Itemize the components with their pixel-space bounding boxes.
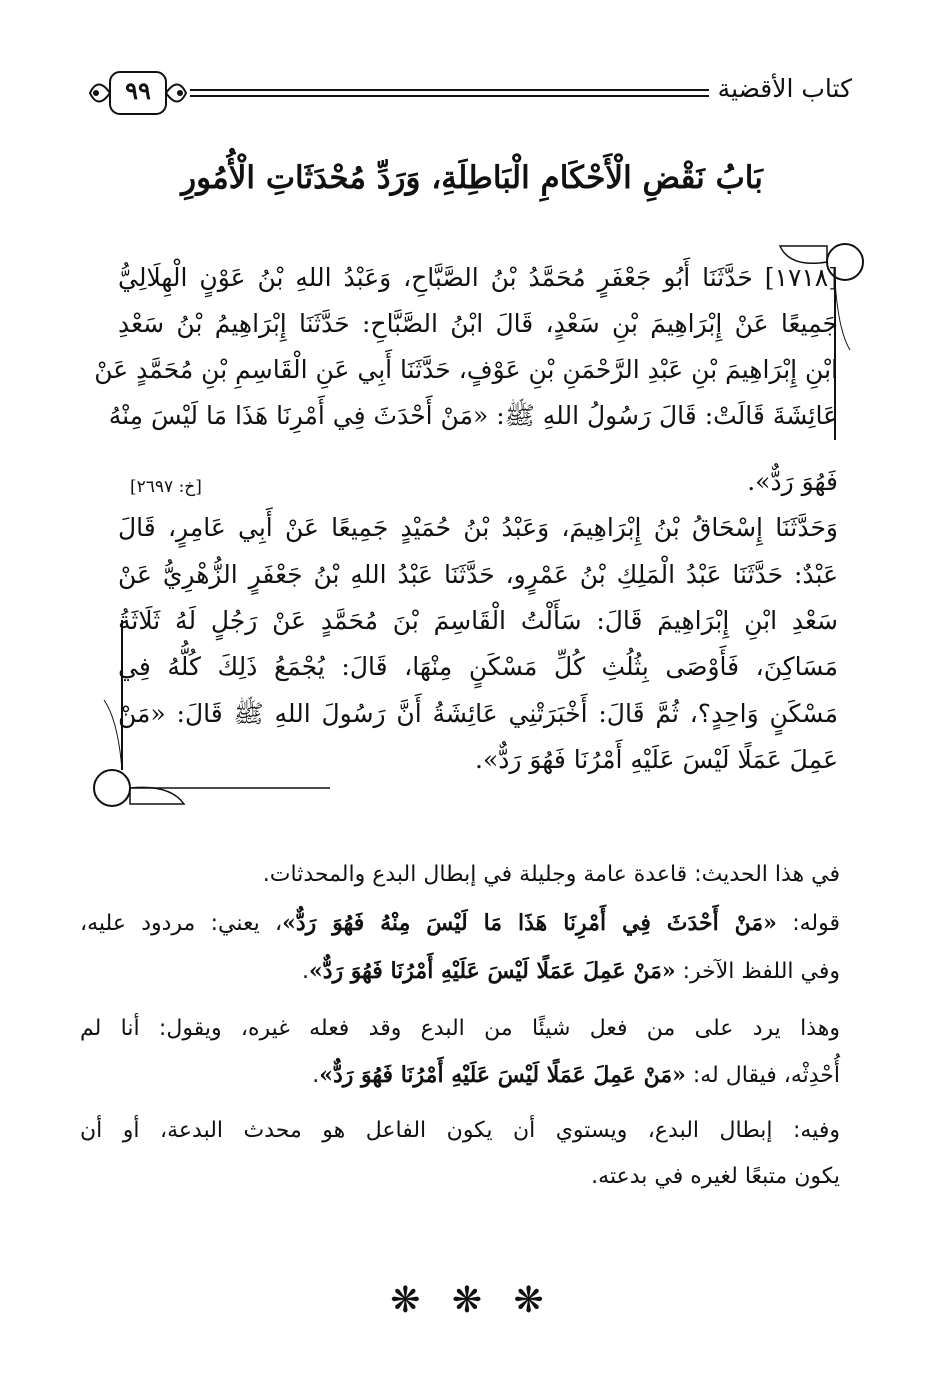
hadith-line: سَعْدِ ابْنِ إِبْرَاهِيمَ قَالَ: سَأَلْتُ الْقَاسِمَ بْنَ مُحَمَّدٍ عَنْ رَجُلٍ لَهُ ثَلَاثَةُ bbox=[118, 606, 838, 635]
hadith-line: [١٧١٨] حَدَّثَنَا أَبُو جَعْفَرٍ مُحَمَّدُ بْنُ الصَّبَّاحِ، وَعَبْدُ اللهِ بْنُ عَوْنٍ الْهِلَالِيُّ bbox=[118, 263, 838, 292]
hadith-line: وَحَدَّثَنَا إِسْحَاقُ بْنُ إِبْرَاهِيمَ، وَعَبْدُ بْنُ حُمَيْدٍ جَمِيعًا عَنْ أَبِي عَامِرٍ، قَالَ bbox=[118, 513, 838, 542]
hadith-reference: [خ: ٢٦٩٧] bbox=[130, 477, 202, 497]
commentary-line bbox=[80, 1060, 840, 1091]
commentary-line: يكون متبعًا لغيره في بدعته. bbox=[591, 1164, 840, 1189]
commentary-text: أُحْدِثْه، فيقال له: bbox=[685, 1063, 840, 1088]
hadith-line: فَهُوَ رَدٌّ». bbox=[747, 467, 838, 496]
commentary-line: وفيه: إبطال البدع، ويستوي أن يكون الفاعل هو محدث البدعة، أو أن bbox=[80, 1118, 840, 1143]
commentary-line: في هذا الحديث: قاعدة عامة وجليلة في إبطال البدع والمحدثات. bbox=[262, 862, 840, 887]
commentary-text: وفي اللفظ الآخر: bbox=[675, 959, 840, 984]
commentary-text: ، يعني: مردود عليه، bbox=[80, 911, 283, 936]
commentary-text: . bbox=[312, 1063, 320, 1088]
hadith-quote: «مَنْ أَحْدَثَ فِي أَمْرِنَا هَذَا مَا لَيْسَ مِنْهُ فَهُوَ رَدٌّ» bbox=[282, 910, 777, 936]
commentary-line: وهذا يرد على من فعل شيئًا من البدع وقد فعله غيره، ويقول: أنا لم bbox=[80, 1016, 840, 1041]
header-divider bbox=[190, 89, 709, 91]
commentary-line bbox=[80, 956, 840, 987]
hadith-line: ابْنِ إِبْرَاهِيمَ بْنِ عَبْدِ الرَّحْمَنِ بْنِ عَوْفٍ، حَدَّثَنَا أَبِي عَنِ الْقَاسِمِ بْنِ مُحَمَّدٍ عَنْ bbox=[94, 355, 838, 384]
commentary-line bbox=[80, 908, 840, 939]
hadith-line: مَسَاكِنَ، فَأَوْصَى بِثُلُثِ كُلِّ مَسْكَنٍ مِنْهَا، قَالَ: يُجْمَعُ ذَلِكَ كُلُّهُ فِي bbox=[118, 652, 838, 681]
hadith-line: مَسْكَنٍ وَاحِدٍ؟، ثُمَّ قَالَ: أَخْبَرَتْنِي عَائِشَةُ أَنَّ رَسُولَ اللهِ ﷺ قَالَ: «مَنْ bbox=[118, 699, 838, 728]
commentary-text: . bbox=[301, 959, 309, 984]
hadith-quote: «مَنْ عَمِلَ عَمَلًا لَيْسَ عَلَيْهِ أَمْرُنَا فَهُوَ رَدٌّ» bbox=[319, 1062, 686, 1088]
hadith-quote: «مَنْ عَمِلَ عَمَلًا لَيْسَ عَلَيْهِ أَمْرُنَا فَهُوَ رَدٌّ» bbox=[308, 958, 676, 984]
hadith-line: عَمِلَ عَمَلًا لَيْسَ عَلَيْهِ أَمْرُنَا فَهُوَ رَدٌّ». bbox=[475, 745, 838, 774]
book-title: كتاب الأقضية bbox=[717, 74, 852, 103]
chapter-title: بَابُ نَقْضِ الْأَحْكَامِ الْبَاطِلَةِ، وَرَدِّ مُحْدَثَاتِ الْأُمُورِ bbox=[181, 160, 763, 196]
header-divider bbox=[190, 95, 709, 97]
hadith-line: جَمِيعًا عَنْ إِبْرَاهِيمَ بْنِ سَعْدٍ، قَالَ ابْنُ الصَّبَّاحِ: حَدَّثَنَا إِبْرَاهِيمُ بْنُ سَعْدِ bbox=[118, 309, 838, 338]
section-end-ornament: ❋ ❋ ❋ bbox=[390, 1280, 554, 1321]
page-number: ٩٩ bbox=[125, 76, 151, 105]
commentary-text: قوله: bbox=[776, 911, 840, 936]
hadith-line: عَبْدٌ: حَدَّثَنَا عَبْدُ الْمَلِكِ بْنُ عَمْرٍو، حَدَّثَنَا عَبْدُ اللهِ بْنُ جَعْفَرٍ الزُّهْرِيُّ عَنْ bbox=[118, 560, 838, 589]
hadith-line: عَائِشَةَ قَالَتْ: قَالَ رَسُولُ اللهِ ﷺ: «مَنْ أَحْدَثَ فِي أَمْرِنَا هَذَا مَا لَيْسَ مِنْهُ bbox=[108, 401, 838, 430]
